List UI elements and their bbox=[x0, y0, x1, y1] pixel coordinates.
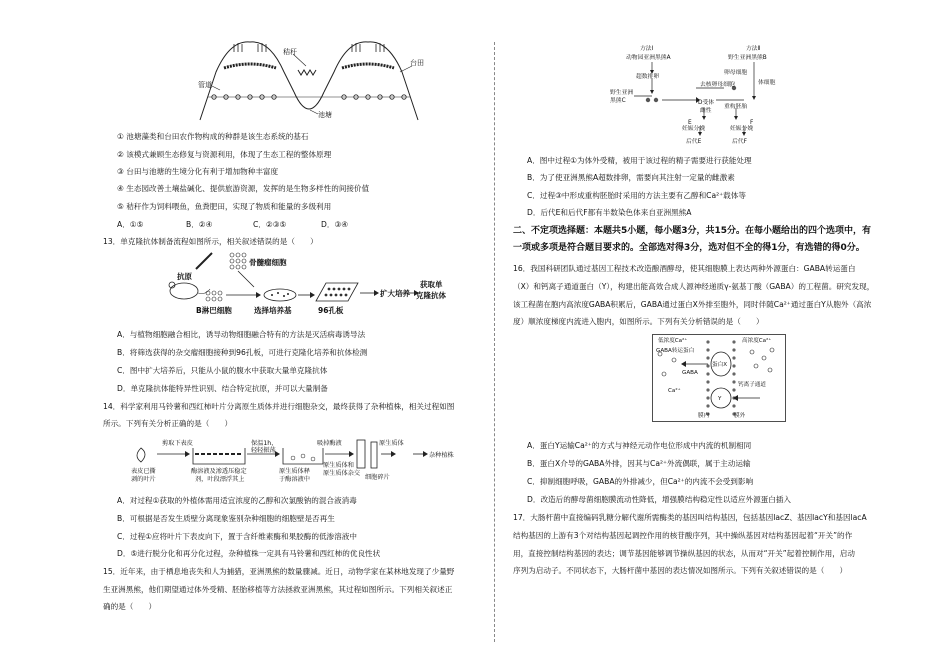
q12-option-d: D．③④ bbox=[321, 220, 349, 229]
label-selection-medium: 选择培养基 bbox=[254, 306, 292, 315]
label-straw: 秸秆 bbox=[283, 48, 297, 56]
label-remove-enzyme: 吸掉酶液 bbox=[317, 440, 342, 447]
q16-stem-2: （X）和钙离子通道蛋白（Y），构建出能高效合成人源神经递质γ-氨基丁酸（GABA）的工程菌。研究发现， bbox=[513, 282, 875, 291]
label-protoplast-and: 原生质体和 bbox=[323, 462, 354, 469]
label-calcium-channel: 钙离子通道 bbox=[738, 382, 766, 388]
protoplast-figure bbox=[127, 434, 457, 484]
label-cell-debris: 细胞碎片 bbox=[365, 474, 390, 481]
q12-statement-4: ④ 生态园改善土壤盐碱化、提供旅游资源，发挥的是生物多样性的间接价值 bbox=[117, 184, 370, 193]
label-release-2: 于酶溶液中 bbox=[279, 476, 310, 483]
label-bear-c-1: 野生亚洲 bbox=[610, 90, 634, 96]
label-release-1: 原生质体释 bbox=[279, 468, 310, 475]
label-method-2: 方法Ⅱ bbox=[746, 46, 761, 52]
q12-option-c: C．②③⑤ bbox=[253, 220, 287, 229]
label-cut-epidermis: 剪取下表皮 bbox=[162, 440, 193, 447]
label-e: E bbox=[688, 120, 692, 126]
q14-stem-2: 所示。下列有关分析正确的是（ ） bbox=[103, 419, 233, 428]
q13-option-a: A．与植物细胞融合相比，诱导动物细胞融合特有的方法是灭活病毒诱导法 bbox=[117, 330, 366, 339]
label-hybrid-plant: 杂种植株 bbox=[429, 452, 454, 459]
label-d-recipient-2: 雌性 bbox=[700, 108, 712, 114]
q14-option-a: A．对过程①获取的外植体需用适宜浓度的乙醇和次氯酸钠的混合液消毒 bbox=[117, 496, 357, 505]
q12-option-b: B．②④ bbox=[186, 220, 213, 229]
label-pregnancy-2: 妊娠分娩 bbox=[730, 126, 754, 132]
section-2-header-1: 二、不定项选择题：本题共5小题，每小题3分，共15分。在每小题给出的四个选项中，有 bbox=[513, 226, 872, 236]
bear-cloning-figure bbox=[604, 40, 794, 148]
membrane-figure bbox=[652, 334, 786, 422]
q16-option-d: D．改造后的酵母菌细胞膜流动性降低，增强膜结构稳定性以适应外源蛋白插入 bbox=[527, 495, 792, 504]
q12-statement-2: ② 该模式兼顾生态修复与资源利用，体现了生态工程的整体原理 bbox=[117, 150, 332, 159]
label-pond: 池塘 bbox=[318, 111, 332, 119]
label-method-1: 方法Ⅰ bbox=[640, 46, 654, 52]
label-bear-c-2: 黑熊C bbox=[610, 98, 626, 104]
label-protein-y: Y bbox=[718, 396, 722, 402]
label-gaba: GABA bbox=[682, 370, 698, 376]
q15-option-c: C．过程③中形成重构胚胎时采用的方法主要有乙醇和Ca²⁺载体等 bbox=[527, 191, 746, 200]
label-shake-2: 轻轻振荡 bbox=[251, 447, 276, 454]
label-low-ca: 低浓度Ca²⁺ bbox=[658, 338, 688, 344]
q15-option-d: D．后代E和后代F都有半数染色体来自亚洲黑熊A bbox=[527, 208, 692, 217]
column-divider bbox=[494, 42, 495, 642]
q13-option-c: C．图中扩大培养后，只能从小鼠的腹水中获取大量单克隆抗体 bbox=[117, 366, 328, 375]
q14-option-b: B．可根据是否发生质壁分离现象鉴别杂种细胞的细胞壁是否再生 bbox=[117, 514, 335, 523]
q15-stem-1: 15．近年来，由于栖息地丧失和人为捕猎，亚洲黑熊的数量骤减。近日，动物学家在某林地发现了少量野 bbox=[103, 567, 455, 576]
q17-stem-1: 17．大肠杆菌中直接编码乳糖分解代谢所需酶类的基因叫结构基因，包括基因lacZ、基因lacY和基因lacA bbox=[513, 513, 867, 522]
q16-option-c: C．抑制细胞呼吸，GABA的外排减少，但Ca²⁺的内流不会受到影响 bbox=[527, 477, 754, 486]
label-shake-1: 保温1h， bbox=[251, 440, 278, 447]
q12-statement-1: ① 池塘藻类和台田农作物构成的种群是该生态系统的基石 bbox=[117, 132, 309, 141]
label-reconstructed-embryo: 重构胚胎 bbox=[724, 104, 748, 110]
label-high-ca: 高浓度Ca²⁺ bbox=[742, 338, 772, 344]
q16-stem-3: 该工程菌在胞内高浓度GABA积累后，GABA通过蛋白X外排至胞外，同时伴随Ca²⁺通过蛋白Y从胞外（高浓 bbox=[513, 300, 872, 309]
q14-option-c: C．过程①应将叶片下表皮向下，置于含纤维素酶和果胶酶的低渗溶液中 bbox=[117, 532, 357, 541]
label-result-1: 获取单 bbox=[420, 280, 443, 289]
label-superovulation: 超数排卵 bbox=[636, 74, 660, 80]
label-protein-x: 蛋白X bbox=[712, 362, 728, 368]
label-expand-culture: 扩大培养 bbox=[380, 289, 410, 298]
label-myeloma: 骨髓瘤细胞 bbox=[249, 258, 287, 267]
label-b-cell: B淋巴细胞 bbox=[196, 306, 232, 315]
label-ca-inside: Ca²⁺ bbox=[668, 388, 681, 394]
label-gaba-transporter: GABA转运蛋白 bbox=[656, 348, 695, 354]
label-offspring-e: 后代E bbox=[686, 139, 702, 145]
label-leaf-1: 表皮已撕 bbox=[131, 468, 156, 475]
label-membrane-in: 膜内 bbox=[698, 413, 710, 419]
label-f: F bbox=[750, 120, 754, 126]
q16-stem-4: 度）顺浓度梯度内流进入胞内，如图所示。下列有关分析错误的是（ ） bbox=[513, 317, 764, 326]
q12-statement-5: ⑤ 秸秆作为饲料喂鱼，鱼粪肥田，实现了物质和能量的多级利用 bbox=[117, 202, 332, 211]
label-bear-b: 野生亚洲黑熊B bbox=[728, 55, 767, 61]
label-soak-2: 剂，叶段漂浮其上 bbox=[195, 476, 245, 483]
q17-stem-3: 用，直接控制结构基因的表达；调节基因能够调节操纵基因的状态，从而对“开关”起着控制作用，启动 bbox=[513, 549, 855, 558]
label-protoplast-fusion: 原生质体杂交 bbox=[323, 470, 361, 477]
q13-stem: 13．单克隆抗体制备流程如图所示，相关叙述错误的是（ ） bbox=[103, 237, 318, 246]
label-protoplast: 原生质体 bbox=[379, 440, 404, 447]
q17-stem-2: 结构基因的上游有3个对结构基因起调控作用的核苷酸序列，其中操纵基因对结构基因起着“开关”的作 bbox=[513, 531, 853, 540]
q12-option-a: A．①⑤ bbox=[117, 220, 144, 229]
q16-stem-1: 16．我国科研团队通过基因工程技术改造酿酒酵母，使其细胞膜上表达两种外源蛋白：GABA转运蛋白 bbox=[513, 264, 856, 273]
q13-option-b: B．将筛选获得的杂交瘤细胞接种到96孔板，可进行克隆化培养和抗体检测 bbox=[117, 348, 368, 357]
label-membrane-out: 膜外 bbox=[734, 413, 746, 419]
q14-option-d: D．⑤进行脱分化和再分化过程，杂种植株一定具有马铃薯和西红柿的优良性状 bbox=[117, 549, 381, 558]
label-96-plate: 96孔板 bbox=[318, 306, 344, 315]
label-antigen: 抗原 bbox=[177, 272, 192, 281]
q15-stem-2: 生亚洲黑熊，他们期望通过体外受精、胚胎移植等方法拯救亚洲黑熊，其过程如图所示。下列相关叙述正 bbox=[103, 585, 453, 594]
q16-option-a: A．蛋白Y运输Ca²⁺的方式与神经元动作电位形成中内流的机制相同 bbox=[527, 441, 752, 450]
label-result-2: 克隆抗体 bbox=[416, 291, 446, 300]
label-d-recipient-1: D受体 bbox=[698, 100, 715, 106]
antibody-figure bbox=[158, 249, 446, 317]
label-bear-a: 动物园亚洲黑熊A bbox=[626, 55, 671, 61]
q15-stem-3: 确的是（ ） bbox=[103, 602, 157, 611]
q17-stem-4: 序列为启动子。不同状态下，大肠杆菌中基因的表达情况如图所示。下列有关叙述错误的是（ ） bbox=[513, 566, 848, 575]
q12-statement-3: ③ 台田与池塘的生境分化有利于增加物种丰富度 bbox=[117, 167, 279, 176]
section-2-header-2: 一项或多项是符合题目要求的。全部选对得3分，选对但不全的得1分，有选错的得0分。 bbox=[513, 243, 865, 253]
q14-stem-1: 14．科学家利用马铃薯和西红柿叶片分离原生质体并进行细胞杂交，最终获得了杂种植株，相关过程如图 bbox=[103, 402, 455, 411]
q13-option-d: D．单克隆抗体能特异性识别、结合特定抗原，并可以大量制备 bbox=[117, 384, 328, 393]
label-oocyte: 卵母细胞 bbox=[724, 70, 748, 76]
label-enucleated-oocyte: 去核卵母细胞 bbox=[700, 82, 735, 88]
label-platform-field: 台田 bbox=[410, 59, 424, 67]
label-somatic-cell: 体细胞 bbox=[758, 80, 776, 86]
q16-option-b: B．蛋白X介导的GABA外排，因其与Ca²⁺外流偶联，属于主动运输 bbox=[527, 459, 751, 468]
label-soak-1: 酶溶液及渗透压稳定 bbox=[191, 468, 247, 475]
q15-option-b: B．为了使亚洲黑熊A超数排卵，需要向其注射一定量的雌激素 bbox=[527, 173, 735, 182]
label-pipe: 管道 bbox=[198, 81, 212, 89]
label-leaf-2: 剥的叶片 bbox=[131, 476, 156, 483]
pond-field-figure bbox=[198, 30, 428, 125]
q15-option-a: A．图中过程①为体外受精，被用于该过程的精子需要进行获能处理 bbox=[527, 156, 752, 165]
label-offspring-f: 后代F bbox=[732, 139, 747, 145]
label-pregnancy-1: 妊娠分娩 bbox=[682, 126, 706, 132]
